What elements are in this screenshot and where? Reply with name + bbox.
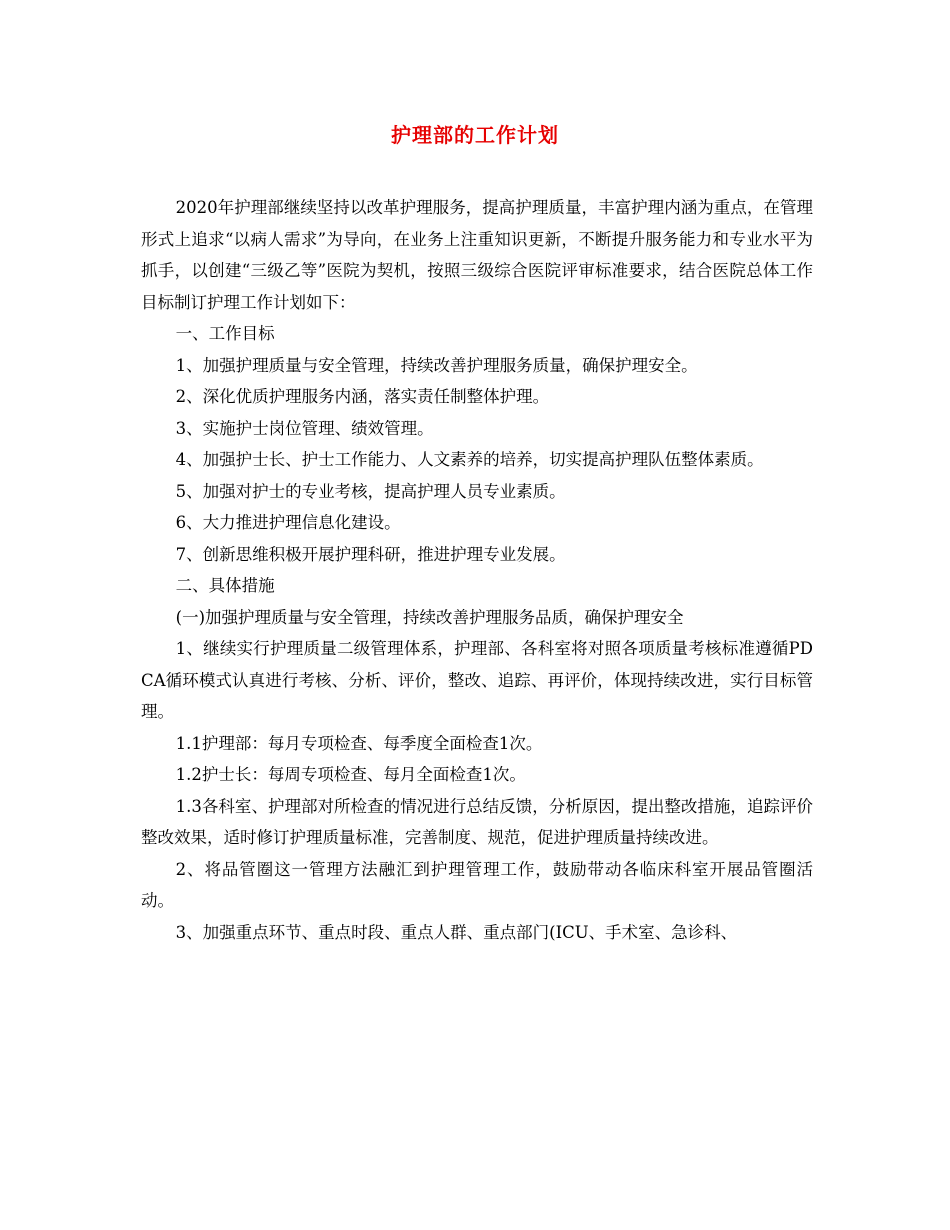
- document-body: [141, 192, 813, 948]
- subheading-quality-safety: (一)加强护理质量与安全管理，持续改善护理服务品质，确保护理安全: [175, 607, 684, 627]
- measure-item-3: 3、加强重点环节、重点时段、重点人群、重点部门(ICU、手术室、急诊科、: [175, 922, 738, 942]
- goal-item-1: 1、加强护理质量与安全管理，持续改善护理服务质量，确保护理安全。: [175, 355, 698, 375]
- goal-item-6: 6、大力推进护理信息化建设。: [175, 513, 401, 532]
- paragraph-intro: 2020年护理部继续坚持以改革护理服务，提高护理质量，丰富护理内涵为重点，在管理形式上追求“以病人需求”为导向，在业务上注重知识更新，不断提升服务能力和专业水平为抓手，以创建“三级乙等”医院为契机，按照三级综合医院评审标准要求，结合医院总体工作目标制订护理工作计划如下：: [141, 198, 813, 312]
- goal-item-4: 4、加强护士长、护士工作能力、人文素养的培养，切实提高护理队伍整体素质。: [175, 450, 764, 469]
- measure-item-1-3: 1.3各科室、护理部对所检查的情况进行总结反馈，分析原因，提出整改措施，追踪评价整改效果，适时修订护理质量标准，完善制度、规范，促进护理质量持续改进。: [141, 796, 813, 847]
- goal-item-7: 7、创新思维积极开展护理科研，推进护理专业发展。: [175, 544, 566, 564]
- document-title: 护理部的工作计划: [391, 123, 559, 147]
- measure-item-1-2: 1.2护士长：每周专项检查、每月全面检查1次。: [175, 765, 526, 784]
- measure-item-1: 1、继续实行护理质量二级管理体系，护理部、各科室将对照各项质量考核标准遵循PDCA循环模式认真进行考核、分析、评价，整改、追踪、再评价，体现持续改进，实行目标管理。: [141, 639, 813, 721]
- goal-item-3: 3、实施护士岗位管理、绩效管理。: [175, 418, 434, 438]
- heading-measures: 二、具体措施: [175, 576, 275, 595]
- measure-item-1-1: 1.1护理部：每月专项检查、每季度全面检查1次。: [175, 733, 543, 753]
- measure-item-2: 2、将品管圈这一管理方法融汇到护理管理工作，鼓励带动各临床科室开展品管圈活动。: [141, 859, 813, 910]
- goal-item-2: 2、深化优质护理服务内涵，落实责任制整体护理。: [175, 387, 550, 406]
- goal-item-5: 5、加强对护士的专业考核，提高护理人员专业素质。: [175, 481, 566, 501]
- heading-work-goals: 一、工作目标: [175, 324, 275, 343]
